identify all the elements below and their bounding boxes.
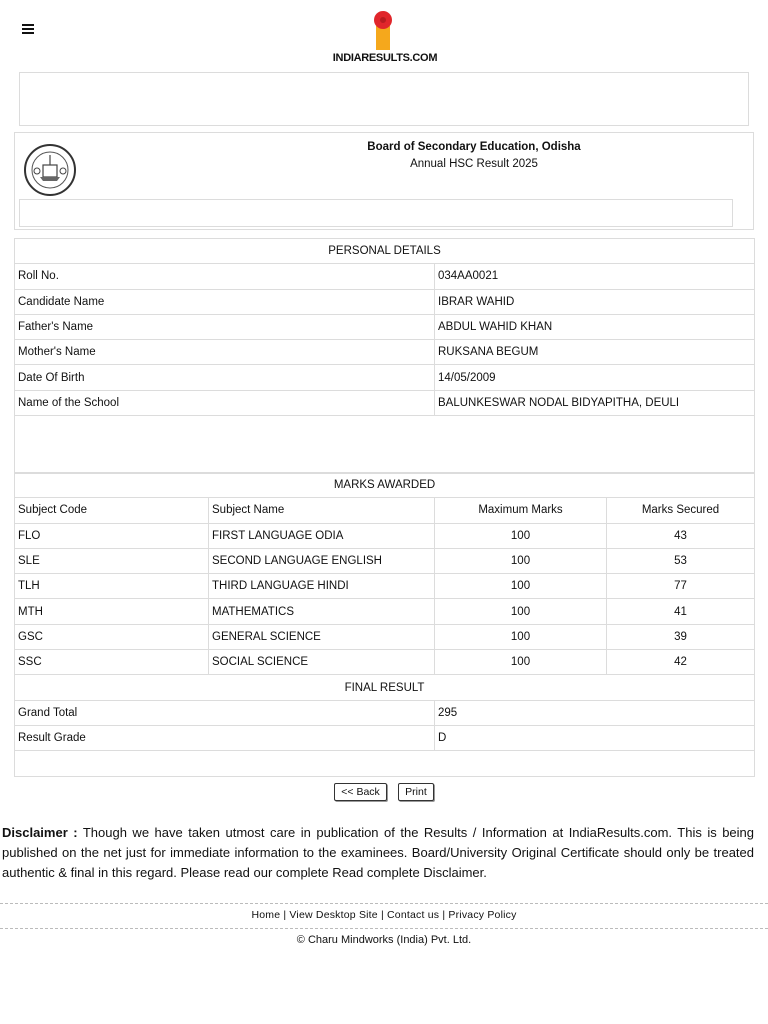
link-separator: | (377, 909, 388, 921)
column-header: Maximum Marks (435, 498, 607, 523)
footer-links (0, 903, 768, 929)
table-row (15, 599, 755, 624)
link-separator: | (280, 909, 290, 921)
disclaimer-label: Disclaimer : (2, 825, 78, 840)
subject-name: SOCIAL SCIENCE (209, 650, 435, 675)
empty-row (15, 751, 755, 776)
desktop-site-link[interactable]: View Desktop Site (289, 909, 378, 921)
field-label: Father's Name (15, 314, 435, 339)
marks-secured: 77 (607, 574, 755, 599)
marks-secured: 53 (607, 548, 755, 573)
ad-banner (19, 72, 749, 126)
link-separator: | (439, 909, 449, 921)
subject-code: MTH (15, 599, 209, 624)
subject-code: SLE (15, 548, 209, 573)
column-header: Marks Secured (607, 498, 755, 523)
field-label: Roll No. (15, 264, 435, 289)
site-logo[interactable] (332, 8, 438, 66)
logo-mark-icon (332, 8, 438, 52)
home-link[interactable]: Home (251, 909, 281, 921)
marks-secured: 41 (607, 599, 755, 624)
table-row (15, 314, 755, 339)
marks-header-row (15, 498, 755, 523)
field-label: Date Of Birth (15, 365, 435, 390)
maximum-marks: 100 (435, 650, 607, 675)
table-row (15, 365, 755, 390)
table-row (15, 340, 755, 365)
marks-awarded-heading: MARKS AWARDED (15, 473, 755, 498)
result-grade: D (435, 725, 755, 750)
subject-code: TLH (15, 574, 209, 599)
subject-code: FLO (15, 523, 209, 548)
field-label: Mother's Name (15, 340, 435, 365)
logo-text: INDIARESULTS.COM (332, 52, 438, 64)
maximum-marks: 100 (435, 624, 607, 649)
table-row (15, 574, 755, 599)
print-button[interactable]: Print (398, 783, 434, 801)
marks-secured: 43 (607, 523, 755, 548)
table-row (15, 700, 755, 725)
field-label: Result Grade (15, 725, 435, 750)
action-buttons (0, 783, 768, 801)
subject-name: THIRD LANGUAGE HINDI (209, 574, 435, 599)
father-name: ABDUL WAHID KHAN (435, 314, 755, 339)
copyright: © Charu Mindworks (India) Pvt. Ltd. (296, 934, 472, 946)
header-inner-box (19, 199, 733, 227)
marks-secured: 42 (607, 650, 755, 675)
maximum-marks: 100 (435, 599, 607, 624)
table-row (15, 289, 755, 314)
school-name: BALUNKESWAR NODAL BIDYAPITHA, DEULI (435, 390, 755, 415)
column-header: Subject Name (209, 498, 435, 523)
field-label: Grand Total (15, 700, 435, 725)
empty-spacer (15, 416, 755, 474)
result-title: Annual HSC Result 2025 (410, 158, 538, 170)
menu-icon[interactable] (22, 24, 34, 34)
marks-table (14, 472, 755, 777)
maximum-marks: 100 (435, 523, 607, 548)
personal-details-heading: PERSONAL DETAILS (15, 239, 755, 264)
subject-name: GENERAL SCIENCE (209, 624, 435, 649)
maximum-marks: 100 (435, 548, 607, 573)
roll-number: 034AA0021 (435, 264, 755, 289)
personal-details-table (14, 238, 755, 474)
subject-name: SECOND LANGUAGE ENGLISH (209, 548, 435, 573)
subject-name: FIRST LANGUAGE ODIA (209, 523, 435, 548)
table-row (15, 650, 755, 675)
final-result-heading: FINAL RESULT (15, 675, 755, 700)
grand-total: 295 (435, 700, 755, 725)
mother-name: RUKSANA BEGUM (435, 340, 755, 365)
board-name: Board of Secondary Education, Odisha (367, 141, 581, 153)
privacy-policy-link[interactable]: Privacy Policy (448, 909, 517, 921)
column-header: Subject Code (15, 498, 209, 523)
marks-secured: 39 (607, 624, 755, 649)
result-header (14, 132, 754, 230)
subject-code: SSC (15, 650, 209, 675)
contact-link[interactable]: Contact us (387, 909, 440, 921)
table-row (15, 548, 755, 573)
table-row (15, 624, 755, 649)
table-row (15, 390, 755, 415)
candidate-name: IBRAR WAHID (435, 289, 755, 314)
maximum-marks: 100 (435, 574, 607, 599)
subject-code: GSC (15, 624, 209, 649)
field-label: Name of the School (15, 390, 435, 415)
back-button[interactable]: << Back (334, 783, 387, 801)
disclaimer-text: Though we have taken utmost care in publication of the Results / Information at IndiaResults.com. This is being published on the net just for immediate information to the examinees. Board/University Original Certificate should only be treated authentic & final in this regard. Please read our complete Read complete Disclaimer. (2, 825, 755, 880)
field-label: Candidate Name (15, 289, 435, 314)
date-of-birth: 14/05/2009 (435, 365, 755, 390)
disclaimer (2, 823, 754, 883)
table-row (15, 523, 755, 548)
table-row (15, 725, 755, 750)
table-row (15, 264, 755, 289)
subject-name: MATHEMATICS (209, 599, 435, 624)
